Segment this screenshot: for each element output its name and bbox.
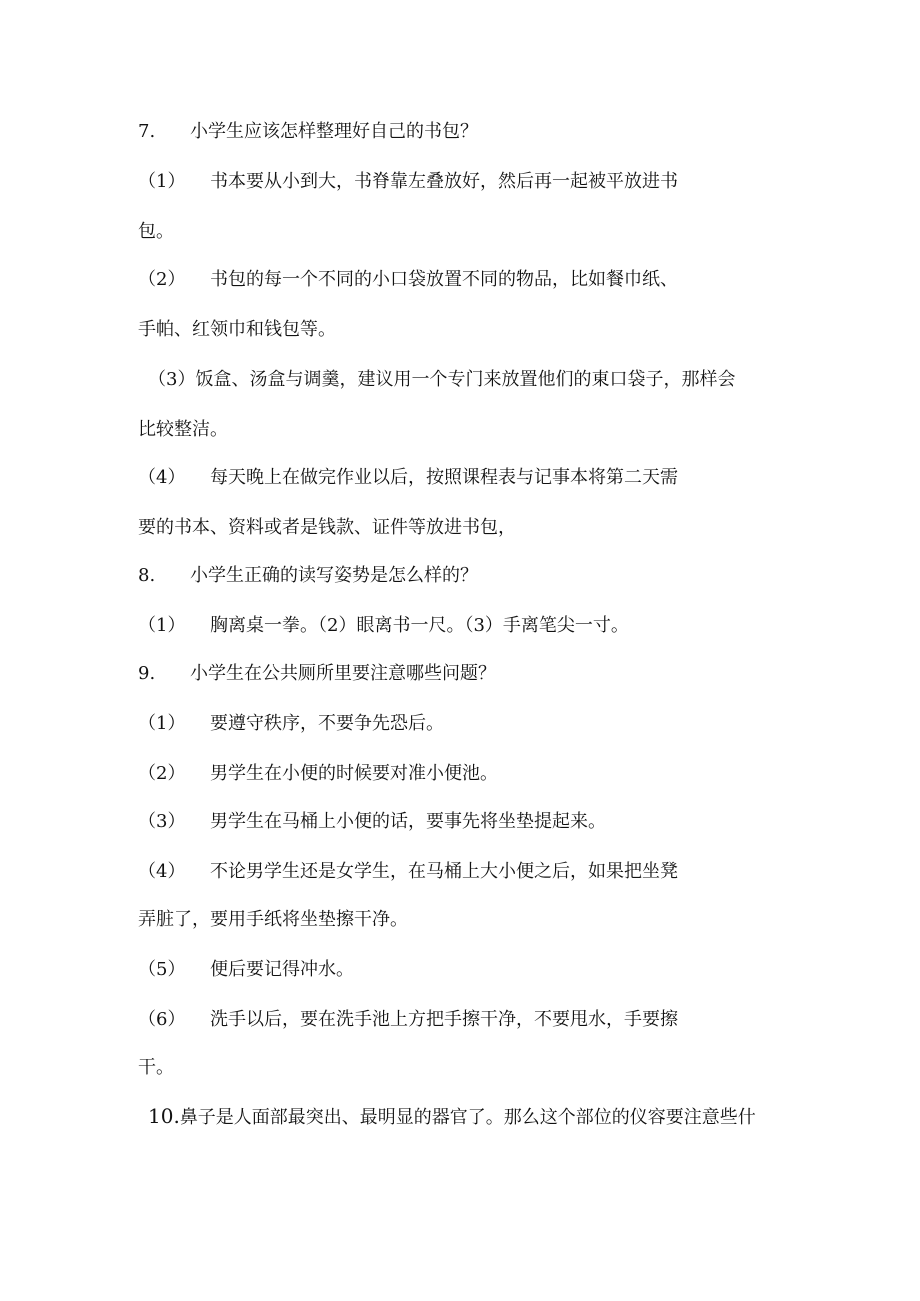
item-number: （4） — [138, 861, 186, 882]
item-number: （6） — [138, 1009, 186, 1030]
answer-item — [138, 170, 678, 194]
answer-item — [138, 712, 444, 736]
item-text: 要遵守秩序，不要争先恐后。 — [210, 713, 444, 734]
question-10-heading — [148, 1104, 756, 1130]
question-title: 鼻子是人面部最突出、最明显的器官了。那么这个部位的仪容要注意些什 — [179, 1107, 756, 1128]
item-number: （5） — [138, 959, 186, 980]
item-text: 每天晚上在做完作业以后，按照课程表与记事本将第二天需 — [210, 467, 678, 488]
question-number: 9. — [138, 663, 156, 684]
item-number: （1） — [138, 713, 186, 734]
item-number: （1） — [138, 171, 186, 192]
answer-item — [138, 466, 678, 490]
answer-item — [138, 810, 606, 834]
item-text: 书本要从小到大，书脊靠左叠放好，然后再一起被平放进书 — [210, 171, 678, 192]
question-9-heading — [138, 662, 496, 686]
question-title: 小学生应该怎样整理好自己的书包？ — [190, 121, 478, 142]
answer-continuation: 手帕、红领巾和钱包等。 — [138, 319, 336, 340]
item-number: （4） — [138, 467, 186, 488]
item-text: 男学生在马桶上小便的话，要事先将坐垫提起来。 — [210, 811, 606, 832]
item-text: 书包的每一个不同的小口袋放置不同的物品，比如餐巾纸、 — [210, 269, 678, 290]
item-text: 洗手以后，要在洗手池上方把手擦干净，不要甩水，手要擦 — [210, 1009, 678, 1030]
answer-continuation: 比较整洁。 — [138, 419, 228, 440]
question-8-heading — [138, 564, 478, 588]
answer-continuation: 弄脏了，要用手纸将坐垫擦干净。 — [138, 909, 408, 930]
item-number: （1） — [138, 615, 186, 636]
answer-item — [138, 762, 498, 786]
question-number: 8. — [138, 565, 156, 586]
answer-item — [138, 1008, 678, 1032]
answer-continuation: 包。 — [138, 221, 174, 242]
answer-item — [138, 860, 678, 884]
answer-item — [138, 268, 678, 292]
answer-continuation: 干。 — [138, 1057, 174, 1078]
item-text: 不论男学生还是女学生，在马桶上大小便之后，如果把坐凳 — [210, 861, 678, 882]
answer-item — [138, 614, 629, 638]
answer-item — [138, 958, 354, 982]
item-number: （3） — [148, 369, 196, 390]
item-text: 男学生在小便的时候要对准小便池。 — [210, 763, 498, 784]
question-7-heading — [138, 120, 478, 144]
question-number: 10. — [148, 1104, 180, 1128]
question-number: 7. — [138, 121, 156, 142]
answer-continuation: 要的书本、资料或者是钱款、证件等放进书包， — [138, 517, 516, 538]
item-number: （2） — [138, 269, 186, 290]
item-number: （2） — [138, 763, 186, 784]
answer-item — [148, 368, 735, 392]
item-text: 便后要记得冲水。 — [210, 959, 354, 980]
question-title: 小学生正确的读写姿势是怎么样的？ — [190, 565, 478, 586]
item-text: 饭盒、汤盒与调羹，建议用一个专门来放置他们的東口袋子，那样会 — [195, 369, 736, 390]
item-number: （3） — [138, 811, 186, 832]
question-title: 小学生在公共厕所里要注意哪些问题？ — [190, 663, 496, 684]
item-text: 胸离桌一拳。（2）眼离书一尺。（3）手离笔尖一寸。 — [210, 615, 629, 636]
